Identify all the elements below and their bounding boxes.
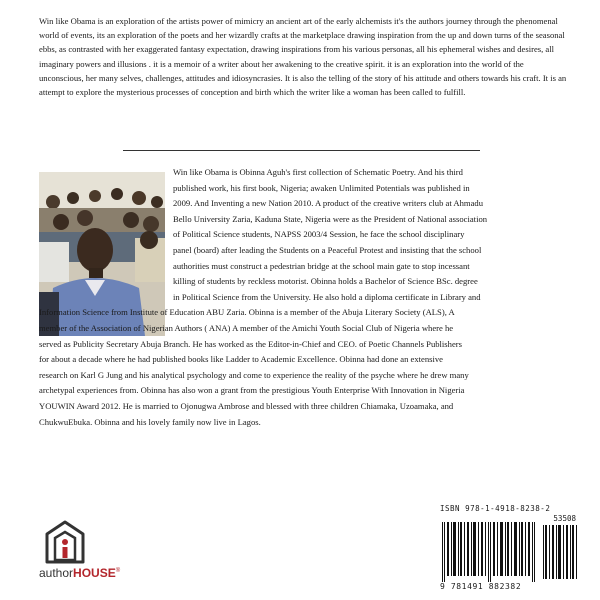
publisher-name [39,566,120,580]
bio-line: YOUWIN Award 2012. He is married to Ojonugwa Ambrose and blessed with three children Chiamaka, Uzoamaka, and [39,400,454,411]
publisher-name-bold: HOUSE [73,566,116,580]
bio-line: served as Publicity Secretary Abuja Branch. He has worked as the Editor-in-Chief and CEO. of Poetic Channels Publishers [39,338,462,349]
house-icon [45,520,85,564]
isbn-barcode [438,503,580,595]
barcode-digits: 9 781491 882382 [440,582,522,591]
bio-line: for about a decade where he had published books like Ladder to Academic Excellence. Obinna had done an extensive [39,354,443,365]
bio-line: Information Science from Institute of Education ABU Zaria. Obinna is a member of the Abuja Literary Society (ALS), A [39,307,455,318]
bio-line: Bello University Zaria, Kaduna State, Nigeria were as the President of National association [173,213,488,224]
bio-line: killing of students by reckless motorist. Obinna holds a Bachelor of Science BSc. degree [173,276,478,287]
bio-line: research on Karl G Jung and his analytical psychology and come to experience the reality of the psyche where he drew many [39,369,469,380]
bio-line: panel (board) after leading the Students on a Peaceful Protest and insisting that the school [173,244,482,255]
bio-line: archetypal experiences from. Obinna has also won a grant from the prestigious Youth Enterprise With Innovation in Nigeria [39,385,465,396]
price-barcode-bars [542,525,578,579]
section-divider [123,150,480,151]
bio-line: published work, his first book, Nigeria; awaken Unlimited Potentials was published in [173,182,470,193]
back-cover-blurb: Win like Obama is an exploration of the artists power of mimicry an ancient art of the early alchemists it's the authors journey through the phenomenal world of events, its an exploration of the poets and her wizardly crafts at the marketplace drawing inspiration from the up and down turns of the seasonal ebbs, as contrasted with her exaggerated fantasy expectation, drawing inspirations from his various personas, all his ephemeral wishes and desires, all imaginary powers and illusions . it is a memoir of a writer about her awakening to the creative spirit. it is an exploration into the world of the unconscious, her many selves, challenges, attitudes and idiosyncrasies. It is also the telling of the story of his attitude and others towards his craft. It is an attempt to explore the mysterious processes of conception and birth which the writer like a woman has been called to fulfill. [39,16,567,98]
isbn-label: ISBN 978-1-4918-8238-2 [440,504,551,513]
price-code: 53508 [553,514,576,523]
bio-line: of Political Science students, NAPSS 2003/4 Session, he face the school disciplinary [173,229,465,240]
bio-line: 2009. And Inventing a new Nation 2010. A product of the creative writers club at Ahmadu [173,198,484,209]
bio-line: member of the Association of Nigerian Authors ( ANA) A member of the Amichi Youth Social Club of Nigeria where he [39,322,454,333]
registered-mark: ® [115,568,121,574]
barcode-bars [440,522,538,582]
publisher-logo [39,520,129,590]
author-bio [39,165,567,430]
bio-line: in Political Science from the University. He also hold a diploma certificate in Library and [173,291,481,302]
publisher-name-regular: author [39,566,74,580]
bio-line: ChukwuEbuka. Obinna and his lovely family now live in Lagos. [39,416,261,427]
bio-line: authorities must construct a pedestrian bridge at the school main gate to stop incessant [173,260,470,271]
bio-line: Win like Obama is Obinna Aguh's first collection of Schematic Poetry. And his third [173,167,463,177]
